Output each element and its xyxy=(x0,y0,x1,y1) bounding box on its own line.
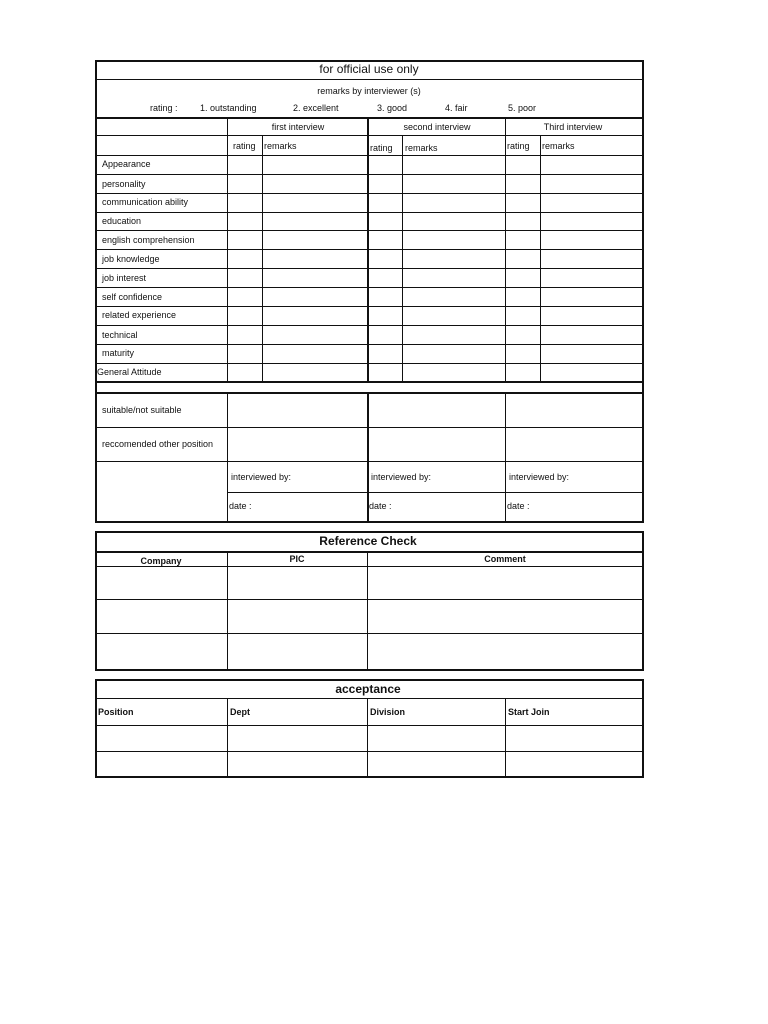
scale-good: 3. good xyxy=(377,103,408,113)
scale-poor: 5. poor xyxy=(508,103,537,113)
criterion-education: education xyxy=(102,216,142,226)
third-date: date : xyxy=(507,501,530,511)
first-date: date : xyxy=(229,501,252,511)
acceptance-title: acceptance xyxy=(335,682,401,696)
third-interviewed-by: interviewed by: xyxy=(509,472,570,482)
criterion-technical: technical xyxy=(102,330,138,340)
second-date: date : xyxy=(369,501,392,511)
acceptance-start-join-header: Start Join xyxy=(508,707,550,717)
reference-pic-header: PIC xyxy=(289,554,305,564)
criterion-english: english comprehension xyxy=(102,235,195,245)
remarks-heading: remarks by interviewer (s) xyxy=(317,86,421,96)
scale-excellent: 2. excellent xyxy=(293,103,339,113)
reference-comment-header: Comment xyxy=(484,554,526,564)
acceptance-position-header: Position xyxy=(98,707,134,717)
third-remarks-col: remarks xyxy=(542,141,575,151)
first-interview-header: first interview xyxy=(271,122,325,132)
criterion-self-confidence: self confidence xyxy=(102,292,163,302)
criterion-job-interest: job interest xyxy=(102,273,147,283)
scale-outstanding: 1. outstanding xyxy=(200,103,257,113)
third-interview-header: Third interview xyxy=(543,122,603,132)
second-remarks-col: remarks xyxy=(405,143,438,153)
third-rating-col: rating xyxy=(507,141,530,151)
reference-company-header: Company xyxy=(140,556,182,566)
criterion-maturity: maturity xyxy=(102,348,135,358)
second-rating-col: rating xyxy=(370,143,393,153)
official-use-title: for official use only xyxy=(319,62,419,76)
first-interviewed-by: interviewed by: xyxy=(231,472,292,482)
rating-label: rating : xyxy=(150,103,178,113)
reference-check-title: Reference Check xyxy=(319,534,417,548)
suitable-label: suitable/not suitable xyxy=(102,405,182,415)
second-interview-header: second interview xyxy=(403,122,471,132)
recommended-position-label: reccomended other position xyxy=(102,439,214,449)
acceptance-dept-header: Dept xyxy=(230,707,250,717)
first-rating-col: rating xyxy=(233,141,256,151)
criterion-job-knowledge: job knowledge xyxy=(102,254,160,264)
first-remarks-col: remarks xyxy=(264,141,297,151)
criterion-general-attitude: General Attitude xyxy=(97,367,162,377)
acceptance-division-header: Division xyxy=(370,707,406,717)
criterion-communication: communication ability xyxy=(102,197,189,207)
second-interviewed-by: interviewed by: xyxy=(371,472,432,482)
criterion-related-experience: related experience xyxy=(102,310,177,320)
criterion-personality: personality xyxy=(102,179,146,189)
scale-fair: 4. fair xyxy=(445,103,468,113)
criterion-appearance: Appearance xyxy=(102,159,151,169)
